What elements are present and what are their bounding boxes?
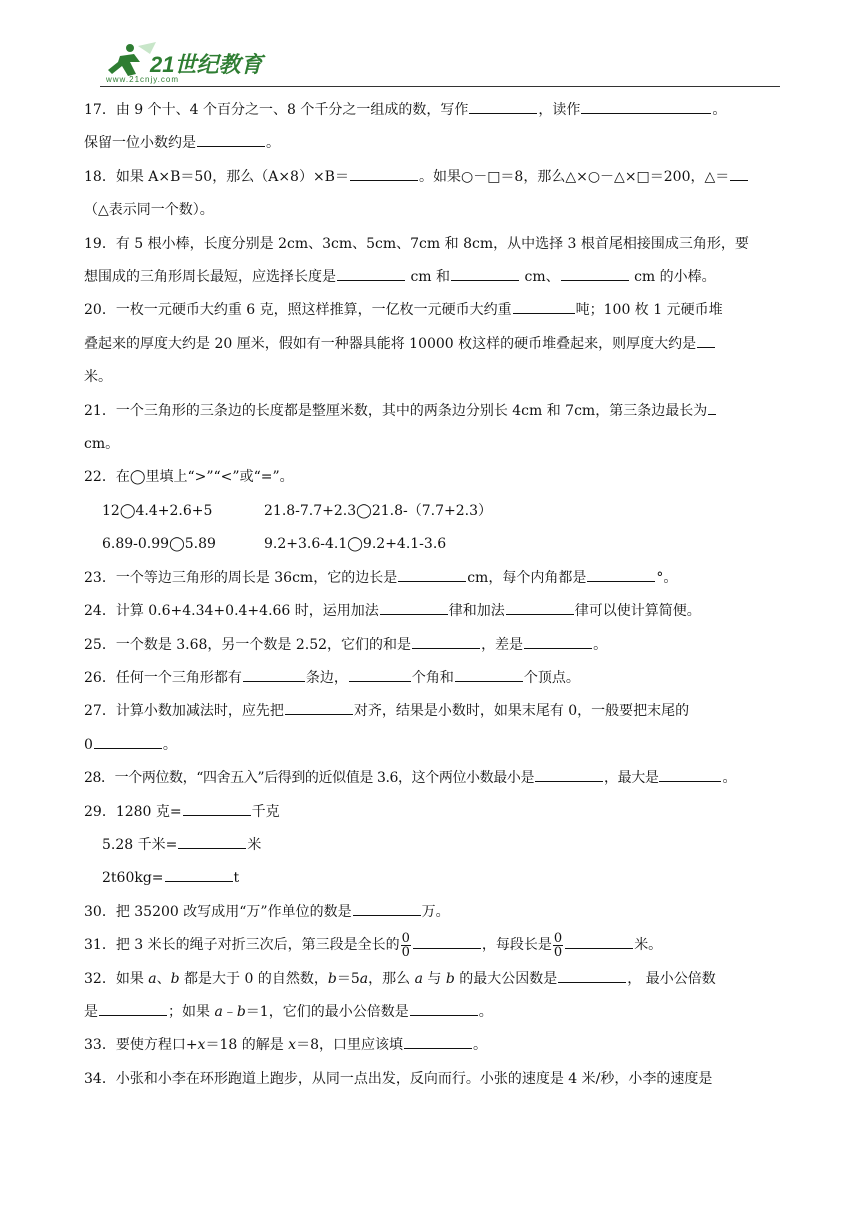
answer-blank[interactable] <box>524 632 592 649</box>
answer-blank[interactable] <box>165 865 233 882</box>
q26-text: 个顶点。 <box>523 669 580 686</box>
q24-text: 律可以使计算简便。 <box>574 603 701 620</box>
q32-text: 是 <box>84 1003 98 1020</box>
answer-blank[interactable] <box>94 732 162 749</box>
question-24 <box>84 595 784 628</box>
question-31 <box>84 929 784 962</box>
answer-blank[interactable] <box>380 598 448 615</box>
question-29-row3 <box>84 862 784 895</box>
q23-text: 23．一个等边三角形的周长是 36cm，它的边长是 <box>84 569 398 586</box>
q23-text: cm，每个内角都是 <box>467 569 587 586</box>
question-25 <box>84 629 784 662</box>
question-18 <box>84 161 784 194</box>
variable-a: a <box>214 1003 223 1020</box>
q22-expression: 12◯4.4+2.6+5 <box>102 502 213 519</box>
q22-expression: 6.89-0.99◯5.89 <box>102 536 216 553</box>
q32-text: 、 <box>156 970 171 987</box>
q19-text: cm 和 <box>410 269 451 286</box>
q29-text: 2t60kg= <box>102 870 164 887</box>
q32-text: ﹣ <box>222 1003 237 1020</box>
variable-b: b <box>327 970 337 987</box>
question-29 <box>84 796 784 829</box>
q18-text: 18．如果 A×B＝50，那么（A×8）×B＝ <box>84 168 349 185</box>
fraction <box>553 932 563 959</box>
q19-text: 19．有 5 根小棒，长度分别是 2cm、3cm、5cm、7cm 和 8cm，从中选择 3 根首尾相接围成三角形，要 <box>84 235 749 252</box>
answer-blank[interactable] <box>455 665 523 682</box>
question-26 <box>84 662 784 695</box>
variable-b: b <box>170 970 180 987</box>
q32-text: ， 最小公倍数 <box>627 970 716 987</box>
question-30 <box>84 896 784 929</box>
q32-text: 与 <box>422 970 446 987</box>
q31-text: 米。 <box>634 937 663 954</box>
answer-blank[interactable] <box>183 799 251 816</box>
q27-text: 对齐，结果是小数时，如果末尾有 0，一般要把末尾的 <box>353 703 690 720</box>
answer-blank[interactable] <box>243 665 305 682</box>
answer-blank[interactable] <box>412 632 480 649</box>
q32-text: ；如果 <box>168 1003 215 1020</box>
answer-blank[interactable] <box>708 398 716 415</box>
question-34 <box>84 1063 784 1096</box>
q32-text: 都是大于 0 的自然数， <box>179 970 328 987</box>
question-17-cont <box>84 127 784 160</box>
question-17 <box>84 94 784 127</box>
runner-logo-icon <box>100 40 280 84</box>
q33-text: ＝18 的解是 <box>205 1037 289 1054</box>
q23-text: °。 <box>656 569 678 586</box>
q28-text: 。 <box>722 770 737 787</box>
q20-text: 叠起来的厚度大约是 20 厘米，假如有一种器具能将 10000 枚这样的硬币堆叠起来，则厚度大约是 <box>84 335 697 352</box>
question-20 <box>84 294 784 327</box>
q29-text: 米 <box>247 836 262 853</box>
question-32-cont <box>84 996 784 1029</box>
answer-blank[interactable] <box>337 264 405 281</box>
q17-text: ，读作 <box>538 102 581 118</box>
answer-blank[interactable] <box>353 899 421 916</box>
q17-text: 。 <box>266 135 280 152</box>
answer-blank[interactable] <box>506 598 574 615</box>
q18-text: （△表示同一个数）。 <box>84 202 214 219</box>
question-18-cont <box>84 194 784 227</box>
q34-text: 34．小张和小李在环形跑道上跑步，从同一点出发，反向而行。小张的速度是 4 米/秒，小李的速度是 <box>84 1070 713 1087</box>
variable-a: a <box>414 970 423 987</box>
q21-text: cm。 <box>84 436 120 453</box>
q31-text: ，每段长是 <box>481 937 552 954</box>
q30-text: 万。 <box>421 903 450 920</box>
fraction-numerator: 0 <box>553 930 563 946</box>
q33-text: 。 <box>473 1037 487 1054</box>
question-20-cont <box>84 328 784 361</box>
q19-text: 想围成的三角形周长最短，应选择长度是 <box>84 269 336 286</box>
fraction-denominator: 0 <box>401 944 410 960</box>
question-29-row2 <box>84 829 784 862</box>
q19-text: cm、 <box>524 269 560 286</box>
variable-b: b <box>445 970 455 987</box>
variable-x: x <box>197 1037 206 1054</box>
q17-text: 保留一位小数约是 <box>84 135 196 152</box>
q17-text: 。 <box>712 102 727 118</box>
answer-blank[interactable] <box>398 565 466 582</box>
q24-text: 律和加法 <box>448 603 505 620</box>
q28-text: ，最大是 <box>604 770 659 787</box>
answer-blank[interactable] <box>349 665 411 682</box>
q27-text: 。 <box>162 736 177 753</box>
question-28 <box>84 762 784 795</box>
answer-blank[interactable] <box>99 999 167 1016</box>
variable-b: b <box>236 1003 246 1020</box>
q33-text: 33．要使方程口+ <box>84 1037 198 1054</box>
q18-text: 。如果○－□＝8，那么△×○－△×□＝200，△＝ <box>418 168 730 185</box>
page-header <box>100 40 780 87</box>
logo <box>100 40 280 84</box>
answer-blank[interactable] <box>535 765 603 782</box>
answer-blank[interactable] <box>469 97 537 114</box>
question-33 <box>84 1029 784 1062</box>
answer-blank[interactable] <box>659 765 721 782</box>
q22-expression: 9.2+3.6-4.1◯9.2+4.1-3.6 <box>264 536 447 553</box>
q29-text: 千克 <box>251 803 280 820</box>
answer-blank[interactable] <box>565 932 633 949</box>
answer-blank[interactable] <box>285 698 353 715</box>
q20-text: 20．一枚一元硬币大约重 6 克，照这样推算，一亿枚一元硬币大约重 <box>84 302 512 319</box>
variable-a: a <box>148 970 157 987</box>
answer-blank[interactable] <box>587 565 655 582</box>
q25-text: 25．一个数是 3.68，另一个数是 2.52，它们的和是 <box>84 636 412 653</box>
answer-blank[interactable] <box>581 97 711 114</box>
question-23 <box>84 562 784 595</box>
question-21 <box>84 395 784 428</box>
variable-a: a <box>359 970 369 987</box>
q22-text: 22．在◯里填上“>”“<”或“=”。 <box>84 469 294 486</box>
q26-text: 26．任何一个三角形都有 <box>84 669 242 686</box>
q32-text: ，那么 <box>368 970 415 987</box>
answer-blank[interactable] <box>413 932 481 949</box>
q25-text: 。 <box>593 636 608 653</box>
question-27-cont <box>84 729 784 762</box>
question-19 <box>84 228 784 261</box>
q32-text: ＝5 <box>336 970 360 987</box>
q33-text: ＝8，口里应该填 <box>296 1037 403 1054</box>
answer-blank[interactable] <box>410 999 478 1016</box>
variable-x: x <box>288 1037 297 1054</box>
q21-text: 21．一个三角形的三条边的长度都是整厘米数，其中的两条边分别长 4cm 和 7cm，第三条边最长为 <box>84 402 708 419</box>
q32-text: 。 <box>478 1003 493 1020</box>
question-22-row2 <box>84 528 784 561</box>
answer-blank[interactable] <box>404 1032 472 1049</box>
q26-text: 条边， <box>305 669 348 686</box>
fraction-denominator: 0 <box>553 944 563 960</box>
answer-blank[interactable] <box>730 164 748 181</box>
question-21-cont <box>84 428 784 461</box>
q32-text: 32．如果 <box>84 970 149 987</box>
answer-blank[interactable] <box>697 331 715 348</box>
q31-text: 31．把 3 米长的绳子对折三次后，第三段是全长的 <box>84 937 400 954</box>
question-19-cont <box>84 261 784 294</box>
q28-text: 28．一个两位数，“四舍五入”后得到的近似值是 3.6，这个两位小数最小是 <box>84 770 535 787</box>
answer-blank[interactable] <box>558 966 626 983</box>
question-list <box>84 94 784 1096</box>
answer-blank[interactable] <box>561 264 629 281</box>
q19-text: cm 的小棒。 <box>634 269 716 286</box>
answer-blank[interactable] <box>178 832 246 849</box>
q20-text: 米。 <box>84 369 112 386</box>
answer-blank[interactable] <box>197 130 265 147</box>
q29-text: 5.28 千米= <box>102 836 178 853</box>
q27-text: 0 <box>84 736 93 753</box>
q20-text: 吨；100 枚 1 元硬币堆 <box>575 302 723 319</box>
question-22-row1 <box>84 495 784 528</box>
q32-text: ＝1，它们的最小公倍数是 <box>245 1003 409 1020</box>
q25-text: ，差是 <box>481 636 524 653</box>
fraction <box>401 932 411 959</box>
answer-blank[interactable] <box>451 264 519 281</box>
question-20-end <box>84 361 784 394</box>
q29-text: t <box>233 870 240 887</box>
question-27 <box>84 695 784 728</box>
q29-text: 29．1280 克= <box>84 803 182 820</box>
q22-expression: 21.8-7.7+2.3◯21.8-（7.7+2.3） <box>264 502 492 519</box>
q26-text: 个角和 <box>411 669 454 686</box>
question-32 <box>84 963 784 996</box>
answer-blank[interactable] <box>513 297 575 314</box>
fraction-numerator: 0 <box>401 930 410 946</box>
question-22 <box>84 461 784 494</box>
q27-text: 27．计算小数加减法时，应先把 <box>84 703 284 720</box>
q24-text: 24．计算 0.6+4.34+0.4+4.66 时，运用加法 <box>84 603 379 620</box>
answer-blank[interactable] <box>350 164 418 181</box>
q32-text: 的最大公因数是 <box>454 970 558 987</box>
svg-text:21世纪教育: 21世纪教育 <box>150 52 263 77</box>
q17-text: 17．由 9 个十、4 个百分之一、8 个千分之一组成的数，写作 <box>84 102 469 118</box>
svg-text:www.21cnjy.com: www.21cnjy.com <box>106 75 179 84</box>
q30-text: 30．把 35200 改写成用“万”作单位的数是 <box>84 903 352 920</box>
